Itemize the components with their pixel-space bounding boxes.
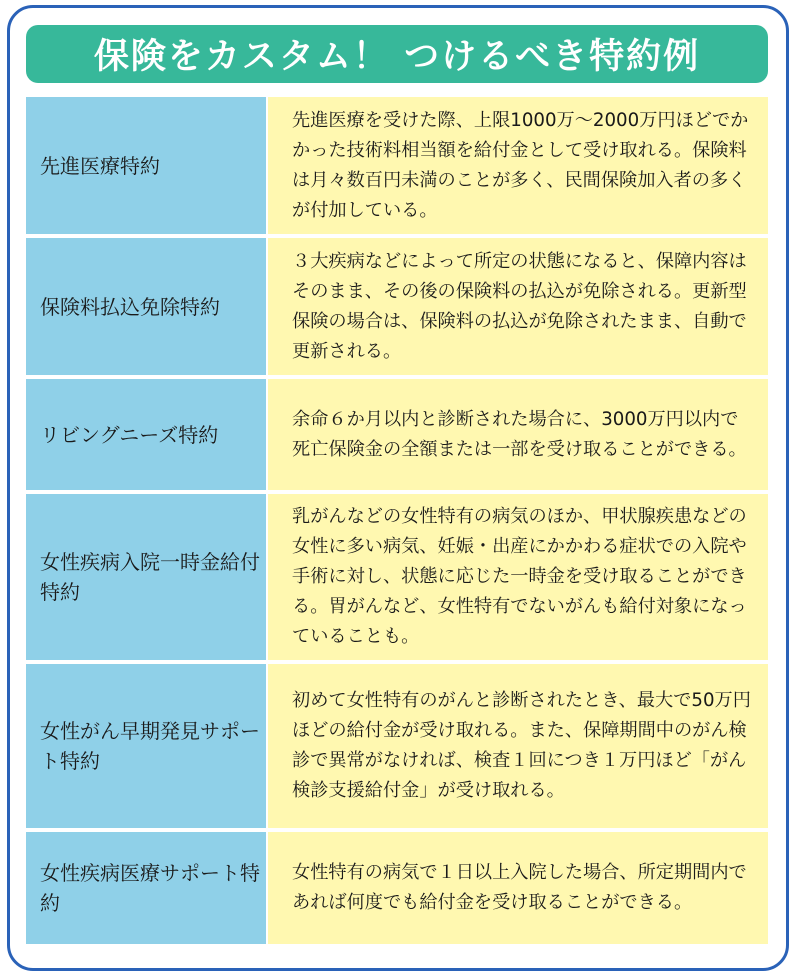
rider-name: 女性疾病入院一時金給付特約 [40,550,260,604]
rider-row-living-needs [26,379,768,490]
page-title: 保険をカスタム！ つけるべき特約例 [93,37,701,77]
rider-description-cell [268,238,768,375]
rider-row-advanced-medical [26,97,768,234]
rider-description-cell [268,97,768,234]
rider-row-female-illness-medical [26,832,768,944]
rider-row-female-cancer-early-detection [26,664,768,828]
rider-name-cell [26,238,266,375]
rider-name-cell [26,832,266,944]
rider-description: 初めて女性特有のがんと診断されたとき、最大で50万円ほどの給付金が受け取れる。また、保障期間中のがん検診で異常がなければ、検査１回につき１万円ほど「がん検診支援給付金」が受け取れる。 [292,690,751,801]
rider-description-cell [268,664,768,828]
rider-description: 先進医療を受けた際、上限1000万〜2000万円ほどでかかった技術料相当額を給付金として受け取れる。保険料は月々数百円未満のことが多く、民間保険加入者の多くが付加している。 [292,109,749,221]
rider-row-female-illness-lump-sum [26,494,768,660]
rider-name: 女性がん早期発見サポート特約 [40,719,260,773]
rider-name-cell [26,379,266,490]
rider-description-cell [268,832,768,944]
title-banner [26,25,768,83]
rider-name-cell [26,97,266,234]
rider-name-cell [26,664,266,828]
rider-description-cell [268,379,768,490]
rider-name: 先進医療特約 [40,153,160,178]
rider-name: 女性疾病医療サポート特約 [40,861,260,915]
rider-description: 女性特有の病気で１日以上入院した場合、所定期間内であれば何度でも給付金を受け取ることができる。 [292,862,747,913]
rider-row-premium-waiver [26,238,768,375]
rider-description: 乳がんなどの女性特有の病気のほか、甲状腺疾患などの女性に多い病気、妊娠・出産にかかわる症状での入院や手術に対し、状態に応じた一時金を受け取ることができる。胃がんなど、女性特有でないがんも給付対象になっていることも。 [292,506,747,647]
rider-description: ３大疾病などによって所定の状態になると、保障内容はそのまま、その後の保険料の払込が免除される。更新型保険の場合は、保険料の払込が免除されたまま、自動で更新される。 [292,250,747,362]
rider-description: 余命６か月以内と診断された場合に、3000万円以内で死亡保険金の全額または一部を受け取ることができる。 [292,408,747,460]
rider-description-cell [268,494,768,660]
rider-name: 保険料払込免除特約 [40,294,220,319]
rider-name: リビングニーズ特約 [40,422,219,447]
rider-name-cell [26,494,266,660]
